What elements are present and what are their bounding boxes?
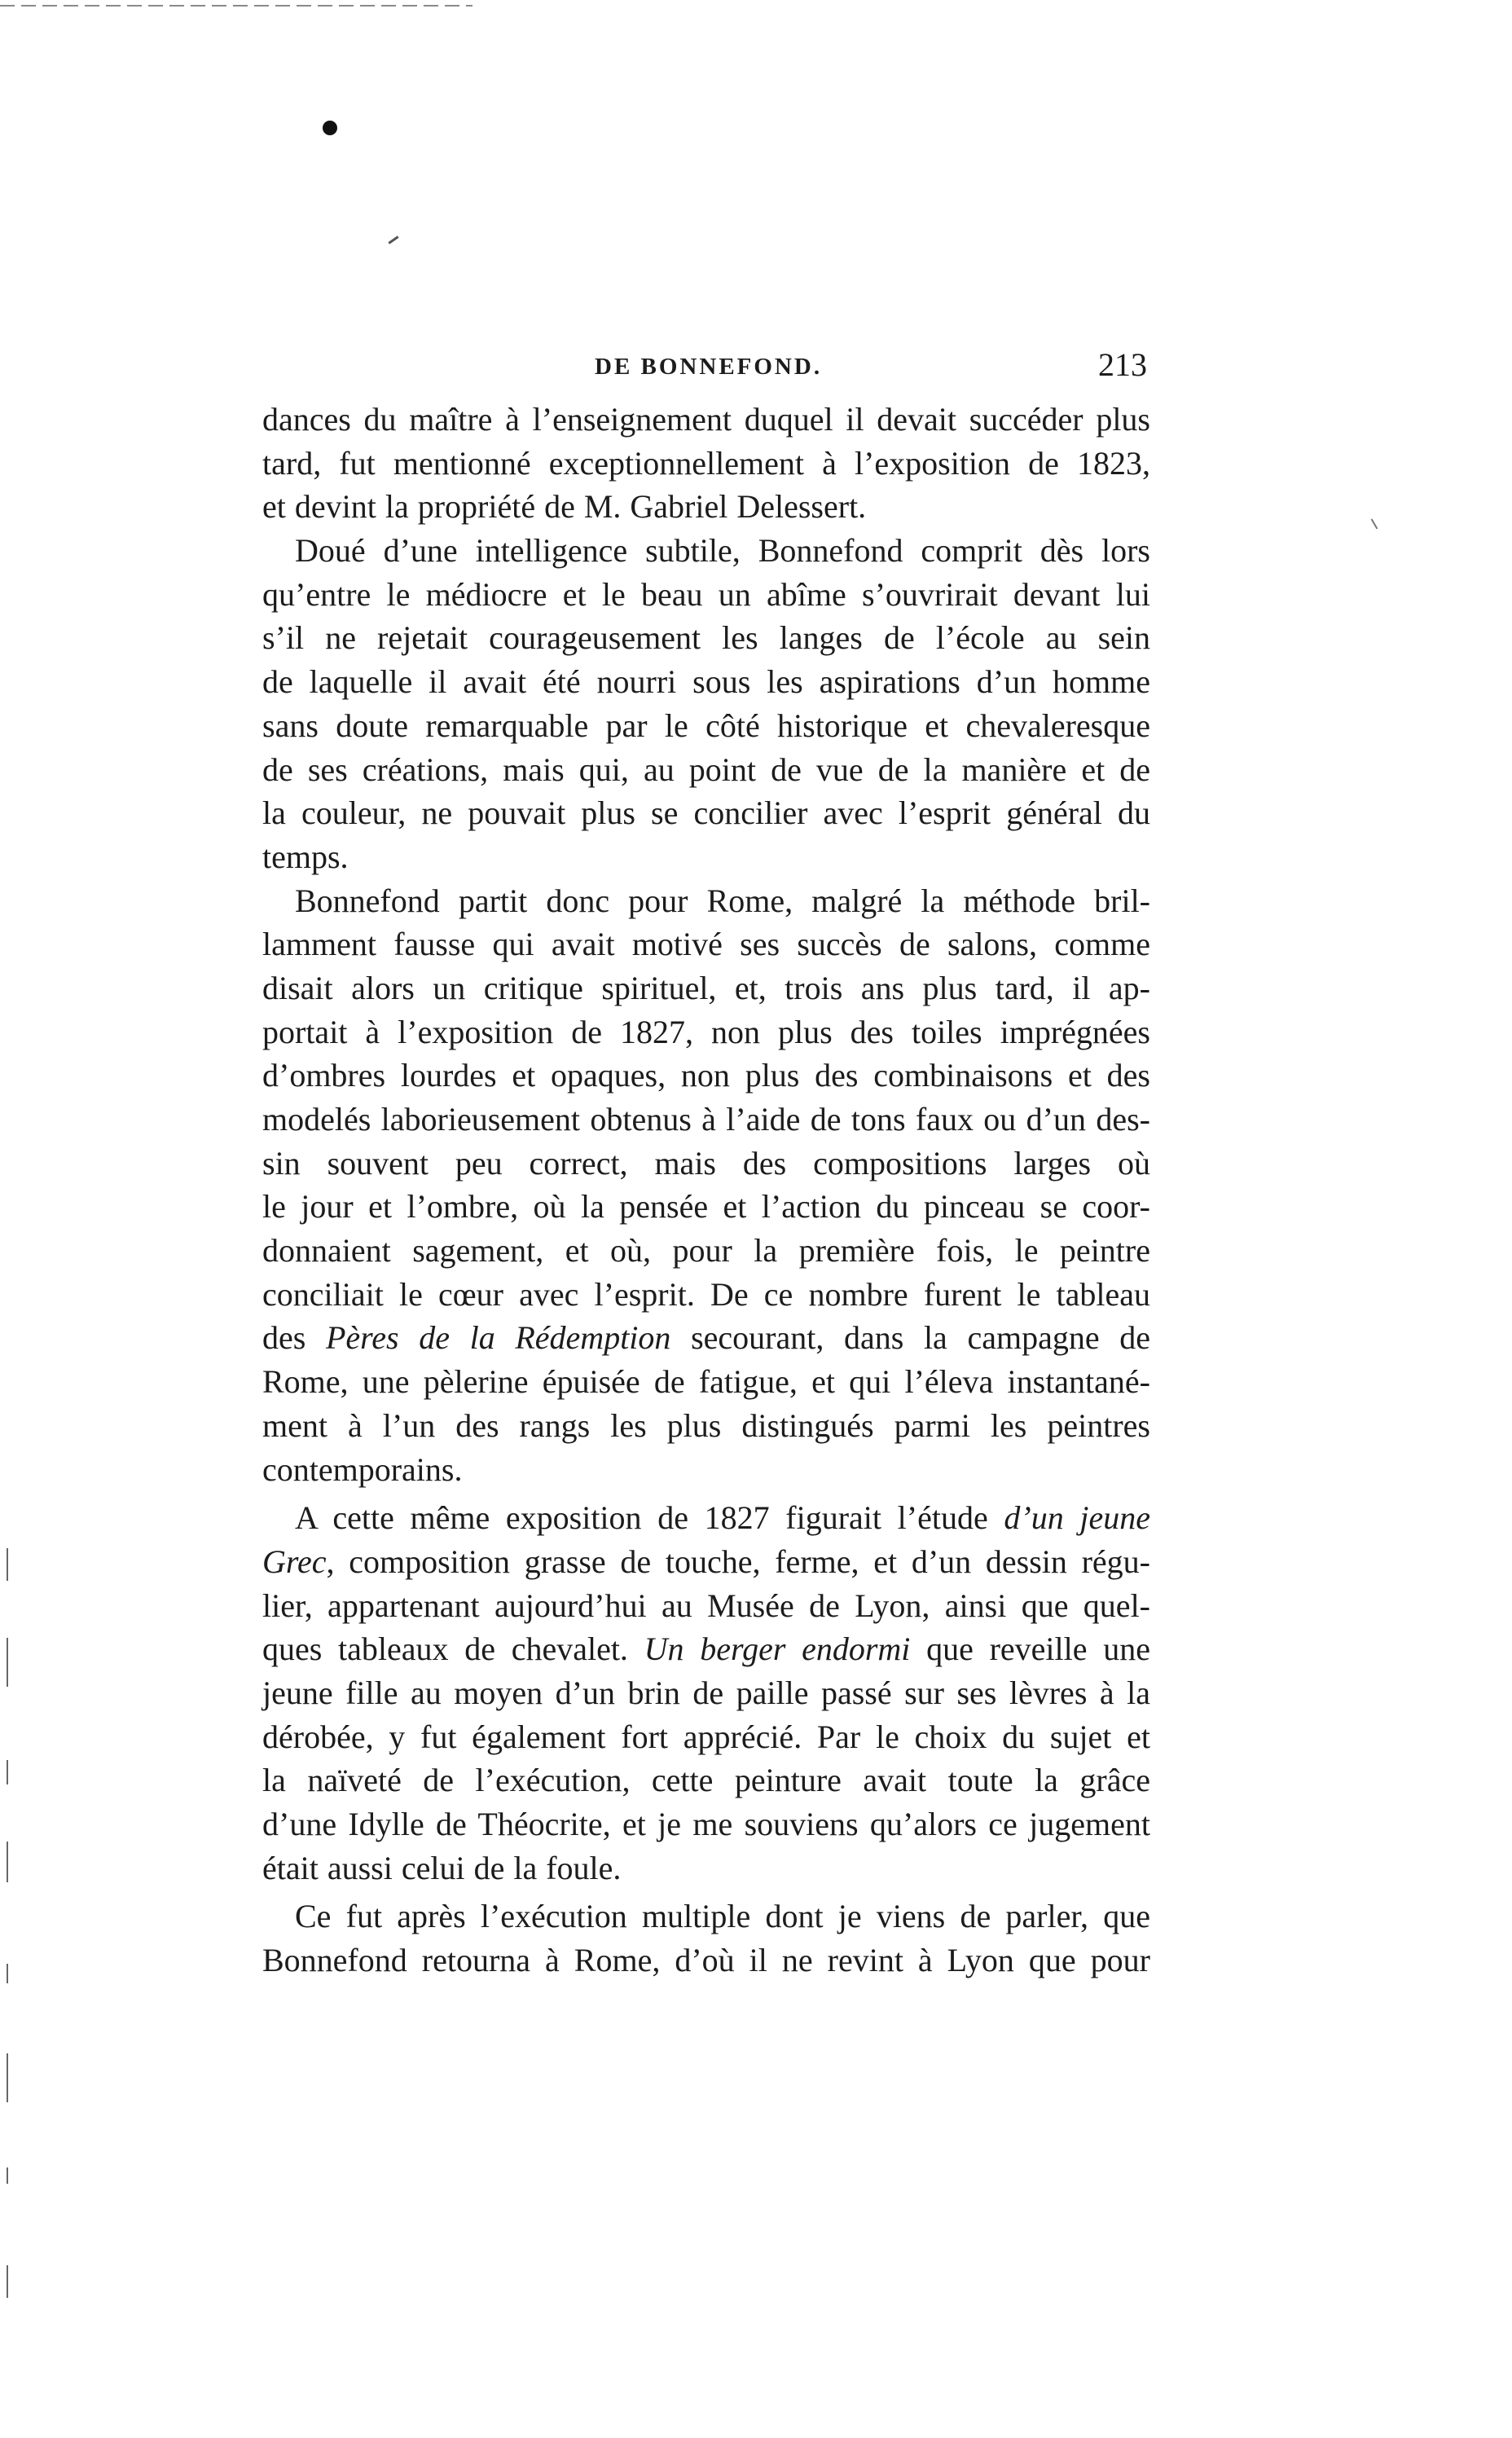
text-line: Grec, composition grasse de touche, ferme, et d’un dessin régu- xyxy=(262,1542,1150,1580)
running-head: DE BONNEFOND. xyxy=(595,354,823,380)
text-line: temps. xyxy=(262,838,349,875)
ink-dot-mark xyxy=(323,121,337,135)
italic-title: Un berger endormi xyxy=(644,1630,911,1668)
text-line: Doué d’une intelligence subtile, Bonnefond comprit dès lors xyxy=(295,532,1150,570)
text-line: sin souvent peu correct, mais des compositions larges où xyxy=(262,1144,1150,1182)
italic-title: Pères de la Rédemption xyxy=(325,1319,671,1357)
text-line: Bonnefond partit donc pour Rome, malgré la méthode bril- xyxy=(295,882,1150,919)
text-line: la naïveté de l’exécution, cette peinture avait toute la grâce xyxy=(262,1762,1150,1799)
text-line: des Pères de la Rédemption secourant, dans la campagne de xyxy=(262,1319,1150,1357)
body-text xyxy=(262,398,1150,1983)
italic-title: d’un jeune xyxy=(1004,1499,1150,1537)
text-line: était aussi celui de la foule. xyxy=(262,1849,622,1886)
text-line: conciliait le cœur avec l’esprit. De ce nombre furent le tableau xyxy=(262,1275,1150,1313)
text-line: jeune fille au moyen d’un brin de paille passé sur ses lèvres à la xyxy=(262,1674,1150,1711)
text-line: dances du maître à l’enseignement duquel il devait succéder plus xyxy=(262,401,1150,438)
text-line: d’une Idylle de Théocrite, et je me souviens qu’alors ce jugement xyxy=(262,1806,1150,1842)
text-line: le jour et l’ombre, où la pensée et l’action du pinceau se coor- xyxy=(262,1188,1150,1226)
text-line: qu’entre le médiocre et le beau un abîme s’ouvrirait devant lui xyxy=(262,575,1150,613)
italic-title: Grec xyxy=(262,1542,327,1580)
text-line: Bonnefond retourna à Rome, d’où il ne revint à Lyon que pour xyxy=(262,1942,1150,1979)
paragraph xyxy=(262,1895,1150,1982)
paragraph xyxy=(262,398,1150,529)
text-line: de ses créations, mais qui, au point de vue de la manière et de xyxy=(262,750,1150,788)
text-line: ment à l’un des rangs les plus distingués parmi les peintres xyxy=(262,1406,1150,1444)
text-line: s’il ne rejetait courageusement les langes de l’école au sein xyxy=(262,619,1150,657)
ink-fleck-mark xyxy=(1371,518,1378,529)
text-line: donnaient sagement, et où, pour la première fois, le peintre xyxy=(262,1232,1150,1270)
text-line: modelés laborieusement obtenus à l’aide de tons faux ou d’un des- xyxy=(262,1101,1150,1138)
text-line: A cette même exposition de 1827 figurait l’étude d’un jeune xyxy=(295,1499,1150,1537)
page-number: 213 xyxy=(1098,346,1147,383)
page-header xyxy=(267,345,1147,394)
text-line: d’ombres lourdes et opaques, non plus des combinaisons et des xyxy=(262,1057,1150,1094)
ink-tick-mark xyxy=(388,235,398,244)
text-line: Rome, une pèlerine épuisée de fatigue, et qui l’éleva instantané- xyxy=(262,1363,1150,1401)
text-line: de laquelle il avait été nourri sous les aspirations d’un homme xyxy=(262,663,1150,701)
left-margin-scan-marks xyxy=(7,1548,10,2347)
text-line: portait à l’exposition de 1827, non plus des toiles imprégnées xyxy=(262,1013,1150,1050)
text-line: disait alors un critique spirituel, et, trois ans plus tard, il ap- xyxy=(262,969,1150,1006)
text-line: tard, fut mentionné exceptionnellement à l’exposition de 1823, xyxy=(262,444,1150,482)
paragraph xyxy=(262,529,1150,879)
text-line: ques tableaux de chevalet. Un berger endormi que reveille une xyxy=(262,1630,1150,1668)
text-line: lier, appartenant aujourd’hui au Musée de Lyon, ainsi que quel- xyxy=(262,1586,1150,1624)
text-line: Ce fut après l’exécution multiple dont je viens de parler, que xyxy=(295,1898,1150,1935)
text-line: contemporains. xyxy=(262,1450,463,1488)
text-line: la couleur, ne pouvait plus se concilier avec l’esprit général du xyxy=(262,794,1150,832)
paragraph xyxy=(262,879,1150,1492)
text-line: lamment fausse qui avait motivé ses succès de salons, comme xyxy=(262,926,1150,963)
scan-edge-rule xyxy=(0,5,472,7)
text-line: sans doute remarquable par le côté historique et chevaleresque xyxy=(262,706,1150,744)
paragraph xyxy=(262,1496,1150,1890)
text-line: et devint la propriété de M. Gabriel Delessert. xyxy=(262,488,867,526)
text-line: dérobée, y fut également fort apprécié. Par le choix du sujet et xyxy=(262,1718,1150,1755)
